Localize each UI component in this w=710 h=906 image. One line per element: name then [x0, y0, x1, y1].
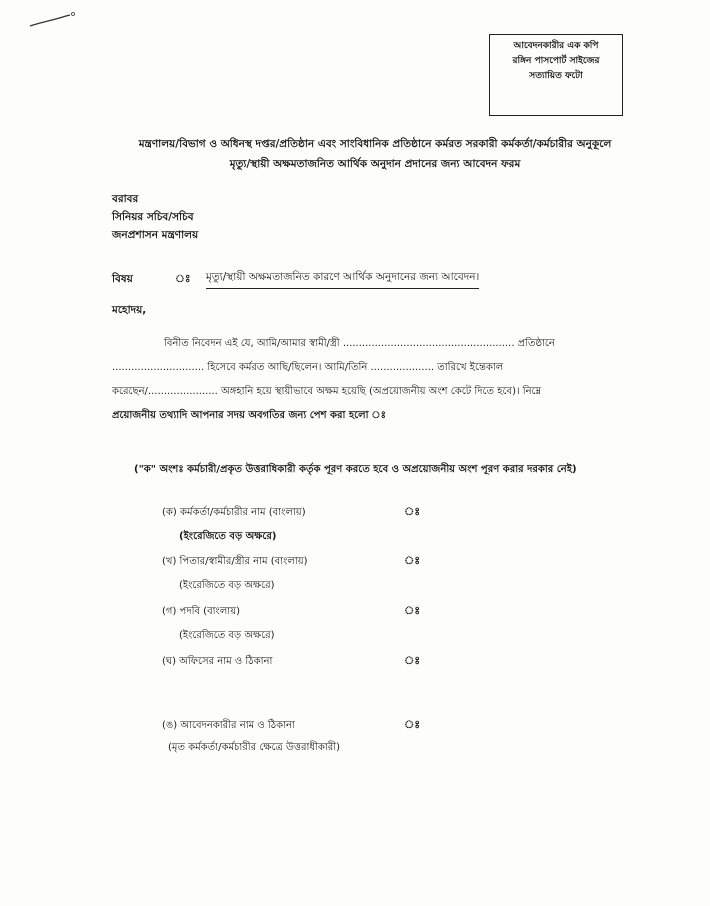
field-label-relative-name: (খ) পিতার/স্বামীর/স্ত্রীর নাম (বাংলায়) [162, 556, 308, 567]
addressee-line-3: জনপ্রশাসন মন্ত্রণালয় [112, 229, 199, 241]
form-title [80, 134, 670, 174]
field-label-designation: (গ) পদবি (বাংলায়) [162, 606, 240, 617]
photo-placeholder-box [489, 34, 623, 116]
form-title-line-2: মৃত্যু/স্থায়ী অক্ষমতাজনিত আর্থিক অনুদান প্রদানের জন্য আবেদন ফরম [229, 158, 521, 170]
body-paragraph-line-4: প্রয়োজনীয় তথ্যাদি আপনার সদয় অবগতির জন্য পেশ করা হলো ঃ [112, 410, 386, 421]
field-colon-applicant-address: ঃ [404, 718, 421, 731]
photo-box-line-3: সত্যায়িত ফটো [529, 71, 583, 81]
subject-text: মৃত্যু/স্থায়ী অক্ষমতাজনিত কারণে আর্থিক অনুদানের জন্য আবেদন। [206, 270, 479, 289]
subject-label: বিষয় [112, 273, 133, 285]
field-sub-applicant-heir-note: (মৃত কর্মকর্তা/কর্মচারীর ক্ষেত্রে উত্তরাধীকারী) [168, 742, 341, 753]
field-label-officer-name: (ক) কর্মকর্তা/কর্মচারীর নাম (বাংলায়) [162, 507, 306, 518]
subject-colon: ঃ [175, 273, 191, 285]
field-colon-office-address: ঃ [404, 654, 421, 667]
field-label-applicant-address: (ঙ) আবেদনকারীর নাম ও ঠিকানা [162, 720, 295, 731]
field-label-office-address: (ঘ) অফিসের নাম ও ঠিকানা [162, 656, 273, 667]
field-sub-relative-name-english: (ইংরেজিতে বড় অক্ষরে) [179, 580, 275, 591]
body-paragraph-line-1: বিনীত নিবেদন এই যে, আমি/আমার স্বামী/স্ত্রী ...................................................... প্রতিষ্ঠানে [164, 338, 555, 349]
body-paragraph-line-3: করেছেন/...................... অঙ্গহানি হয়ে স্থায়ীভাবে অক্ষম হয়েছি (অপ্রয়োজনীয় অংশ কেটে দিতে হবে)। নিম্নে [112, 386, 542, 397]
field-sub-officer-name-english: (ইংরেজিতে বড় অক্ষরে) [179, 531, 277, 542]
field-colon-designation: ঃ [404, 604, 421, 617]
field-colon-relative-name: ঃ [404, 554, 421, 567]
addressee-line-2: সিনিয়র সচিব/সচিব [112, 211, 194, 223]
form-title-line-1: মন্ত্রণালয়/বিভাগ ও অধিনস্থ দপ্তর/প্রতিষ্ঠান এবং সাংবিধানিক প্রতিষ্ঠানে কর্মরত সরকারী কর্মকর্তা/কর্মচারীর অনুকূলে [138, 138, 612, 150]
field-colon-officer-name: ঃ [404, 505, 421, 518]
pen-scribble-mark [28, 8, 78, 32]
salutation: মহোদয়, [112, 304, 147, 316]
body-paragraph-line-2: ............................. হিসেবে কর্মরত আছি/ছিলেন। আমি/তিনি .................... তারিখে ইন্তেকাল [112, 362, 504, 373]
field-sub-designation-english: (ইংরেজিতে বড় অক্ষরে) [179, 630, 275, 641]
addressee-line-1: বরাবর [112, 193, 139, 205]
photo-box-line-2: রঙ্গিন পাসপোর্ট সাইজের [512, 56, 600, 66]
photo-box-line-1: আবেদনকারীর এক কপি [513, 41, 599, 51]
part-ka-heading: ("ক" অংশঃ কর্মচারী/প্রকৃত উত্তরাধিকারী কর্তৃক পূরণ করতে হবে ও অপ্রয়োজনীয় অংশ পূরণ করার দরকার নেই) [134, 464, 577, 475]
